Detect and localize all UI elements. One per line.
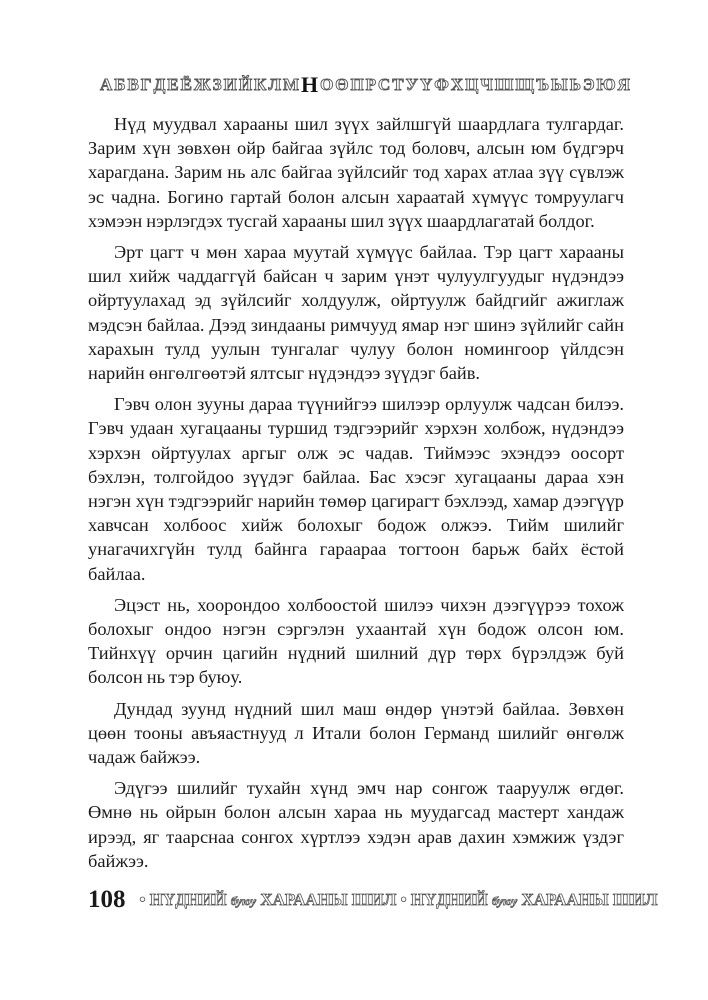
body-text bbox=[88, 112, 624, 880]
alphabet-letter: Щ bbox=[515, 75, 535, 94]
alphabet-letter: Ү bbox=[420, 75, 433, 94]
title-connector: буюу bbox=[230, 894, 257, 908]
paragraph: Эдүгээ шилийг тухайн хүнд эмч нар сонгож тааруулж өгдөг. Өмнө нь ойрын болон алсын хараа нь муудагсад мастерт хандаж ирээд, яг таарснаа сонгох хүртлээ хэдэн арав дахин хэмжиж үздэг байжээ. bbox=[88, 778, 624, 871]
alphabet-letter: Л bbox=[268, 75, 281, 94]
page-number: 108 bbox=[88, 886, 126, 913]
title-connector: буюу bbox=[491, 894, 518, 908]
alphabet-letter: Ө bbox=[335, 75, 349, 94]
alphabet-letter: Е bbox=[167, 75, 179, 94]
title-part2: ХАРААНЫ ШИЛ bbox=[521, 890, 658, 909]
alphabet-letter: Р bbox=[365, 75, 377, 94]
alphabet-letter: К bbox=[254, 75, 267, 94]
alphabet-letter: Ж bbox=[193, 75, 211, 94]
paragraph: Нүд муудвал харааны шил зүүх зайлшгүй шаардлага тулгардаг. Зарим хүн зөвхөн ойр байгаа зүйлс тод боловч, алсын юм бүдгэрч харагдана. Зарим нь алс байгаа зүйлсийг тод харах атлаа зүү сүвлэж эс чадна. Богино гартай болон алсын хараатай хүмүүс томруулагч хэмээн нэрлэгдэх тусгай харааны шил зүүх шаардлагатай болдог. bbox=[88, 114, 624, 231]
alphabet-letter: Ь bbox=[569, 75, 581, 94]
alphabet-letter: Г bbox=[140, 75, 152, 94]
paragraph: Дундад зуунд нүдний шил маш өндөр үнэтэй байлаа. Зөвхөн цөөн тооны авъяастнууд л Итали болон Германд шилийг өнгөлж чадаж байжээ. bbox=[88, 698, 624, 768]
alphabet-letter: Ю bbox=[596, 75, 616, 94]
alphabet-letter: Ъ bbox=[536, 75, 550, 94]
alphabet-header bbox=[100, 68, 630, 102]
alphabet-letter: О bbox=[320, 75, 334, 94]
alphabet-letter: Й bbox=[238, 75, 253, 94]
alphabet-letter: Э bbox=[582, 75, 595, 94]
title-part2: ХАРААНЫ ШИЛ bbox=[260, 890, 397, 909]
alphabet-letter: А bbox=[100, 75, 113, 94]
alphabet-letter: З bbox=[212, 75, 222, 94]
alphabet-letter: М bbox=[282, 75, 299, 94]
alphabet-letter: И bbox=[223, 75, 237, 94]
alphabet-letter: Ч bbox=[480, 75, 493, 94]
alphabet-letter: Я bbox=[617, 75, 630, 94]
title-part1: НҮДНИЙ bbox=[410, 890, 488, 909]
active-letter: Н bbox=[300, 72, 319, 97]
alphabet-letter: Ё bbox=[180, 75, 192, 94]
alphabet-letter: Т bbox=[392, 75, 404, 94]
alphabet-letter: У bbox=[405, 75, 419, 94]
alphabet-letter: Ы bbox=[551, 75, 568, 94]
title-part1: НҮДНИЙ bbox=[149, 890, 227, 909]
alphabet-letter: Д bbox=[153, 75, 166, 94]
page-footer bbox=[88, 882, 658, 918]
alphabet-letter: Ц bbox=[465, 75, 479, 94]
alphabet-letter: П bbox=[350, 75, 364, 94]
alphabet-letter: В bbox=[127, 75, 139, 94]
paragraph: Эрт цагт ч мөн хараа муутай хүмүүс байлаа. Тэр цагт харааны шил хийж чаддаггүй байсан ч зарим үнэт чулуулгуудыг нүдэндээ ойртуулахад эд зүйлсийг холдуулж, ойртуулж байдгийг ажиглаж мэдсэн байлаа. Дээд зиндааны римчууд ямар нэг шинэ зүйлийг сайн харахын тулд уулын тунгалаг чулуу болон номингоор үйлдсэн нарийн өнгөлгөөтэй ялтсыг нүдэндээ зүүдэг байв. bbox=[88, 242, 624, 384]
alphabet-letter: Ф bbox=[434, 75, 449, 94]
alphabet-letter: С bbox=[378, 75, 391, 94]
alphabet-letter: Х bbox=[450, 75, 464, 94]
paragraph: Гэвч олон зууны дараа түүнийгээ шилээр орлуулж чадсан билээ. Гэвч удаан хугацааны туршид тэдгээрийг хэрхэн холбож, нүдэндээ хэрхэн ойртуулах аргыг олж эс чадав. Тиймээс эхэндээ оосорт бэхлэн, толгойдоо зүүдэг байлаа. Бас хэсэг хугацааны дараа хэн нэгэн хүн тэдгээрийг нарийн төмөр цагирагт бэхлээд, хамар дээгүүр хавчсан холбоос хийж болохыг бодож олжээ. Тийм шилийг унагачихгүйн тулд байнга гараараа тогтоон барьж байх ёстой байлаа. bbox=[88, 394, 624, 584]
alphabet-letter: Б bbox=[114, 75, 126, 94]
alphabet-letter: Ш bbox=[494, 75, 514, 94]
paragraph: Эцэст нь, хоорондоо холбоостой шилээ чихэн дээгүүрээ тохож болохыг ондоо нэгэн сэргэлэн ухаантай хүн бодож олсон юм. Тийнхүү орчин цагийн нүдний шилний дүр төрх бүрэлдэж буй болсон нь тэр буюу. bbox=[88, 594, 624, 688]
title-separator: • bbox=[400, 890, 407, 909]
title-separator: • bbox=[139, 890, 146, 909]
running-title bbox=[140, 890, 658, 910]
